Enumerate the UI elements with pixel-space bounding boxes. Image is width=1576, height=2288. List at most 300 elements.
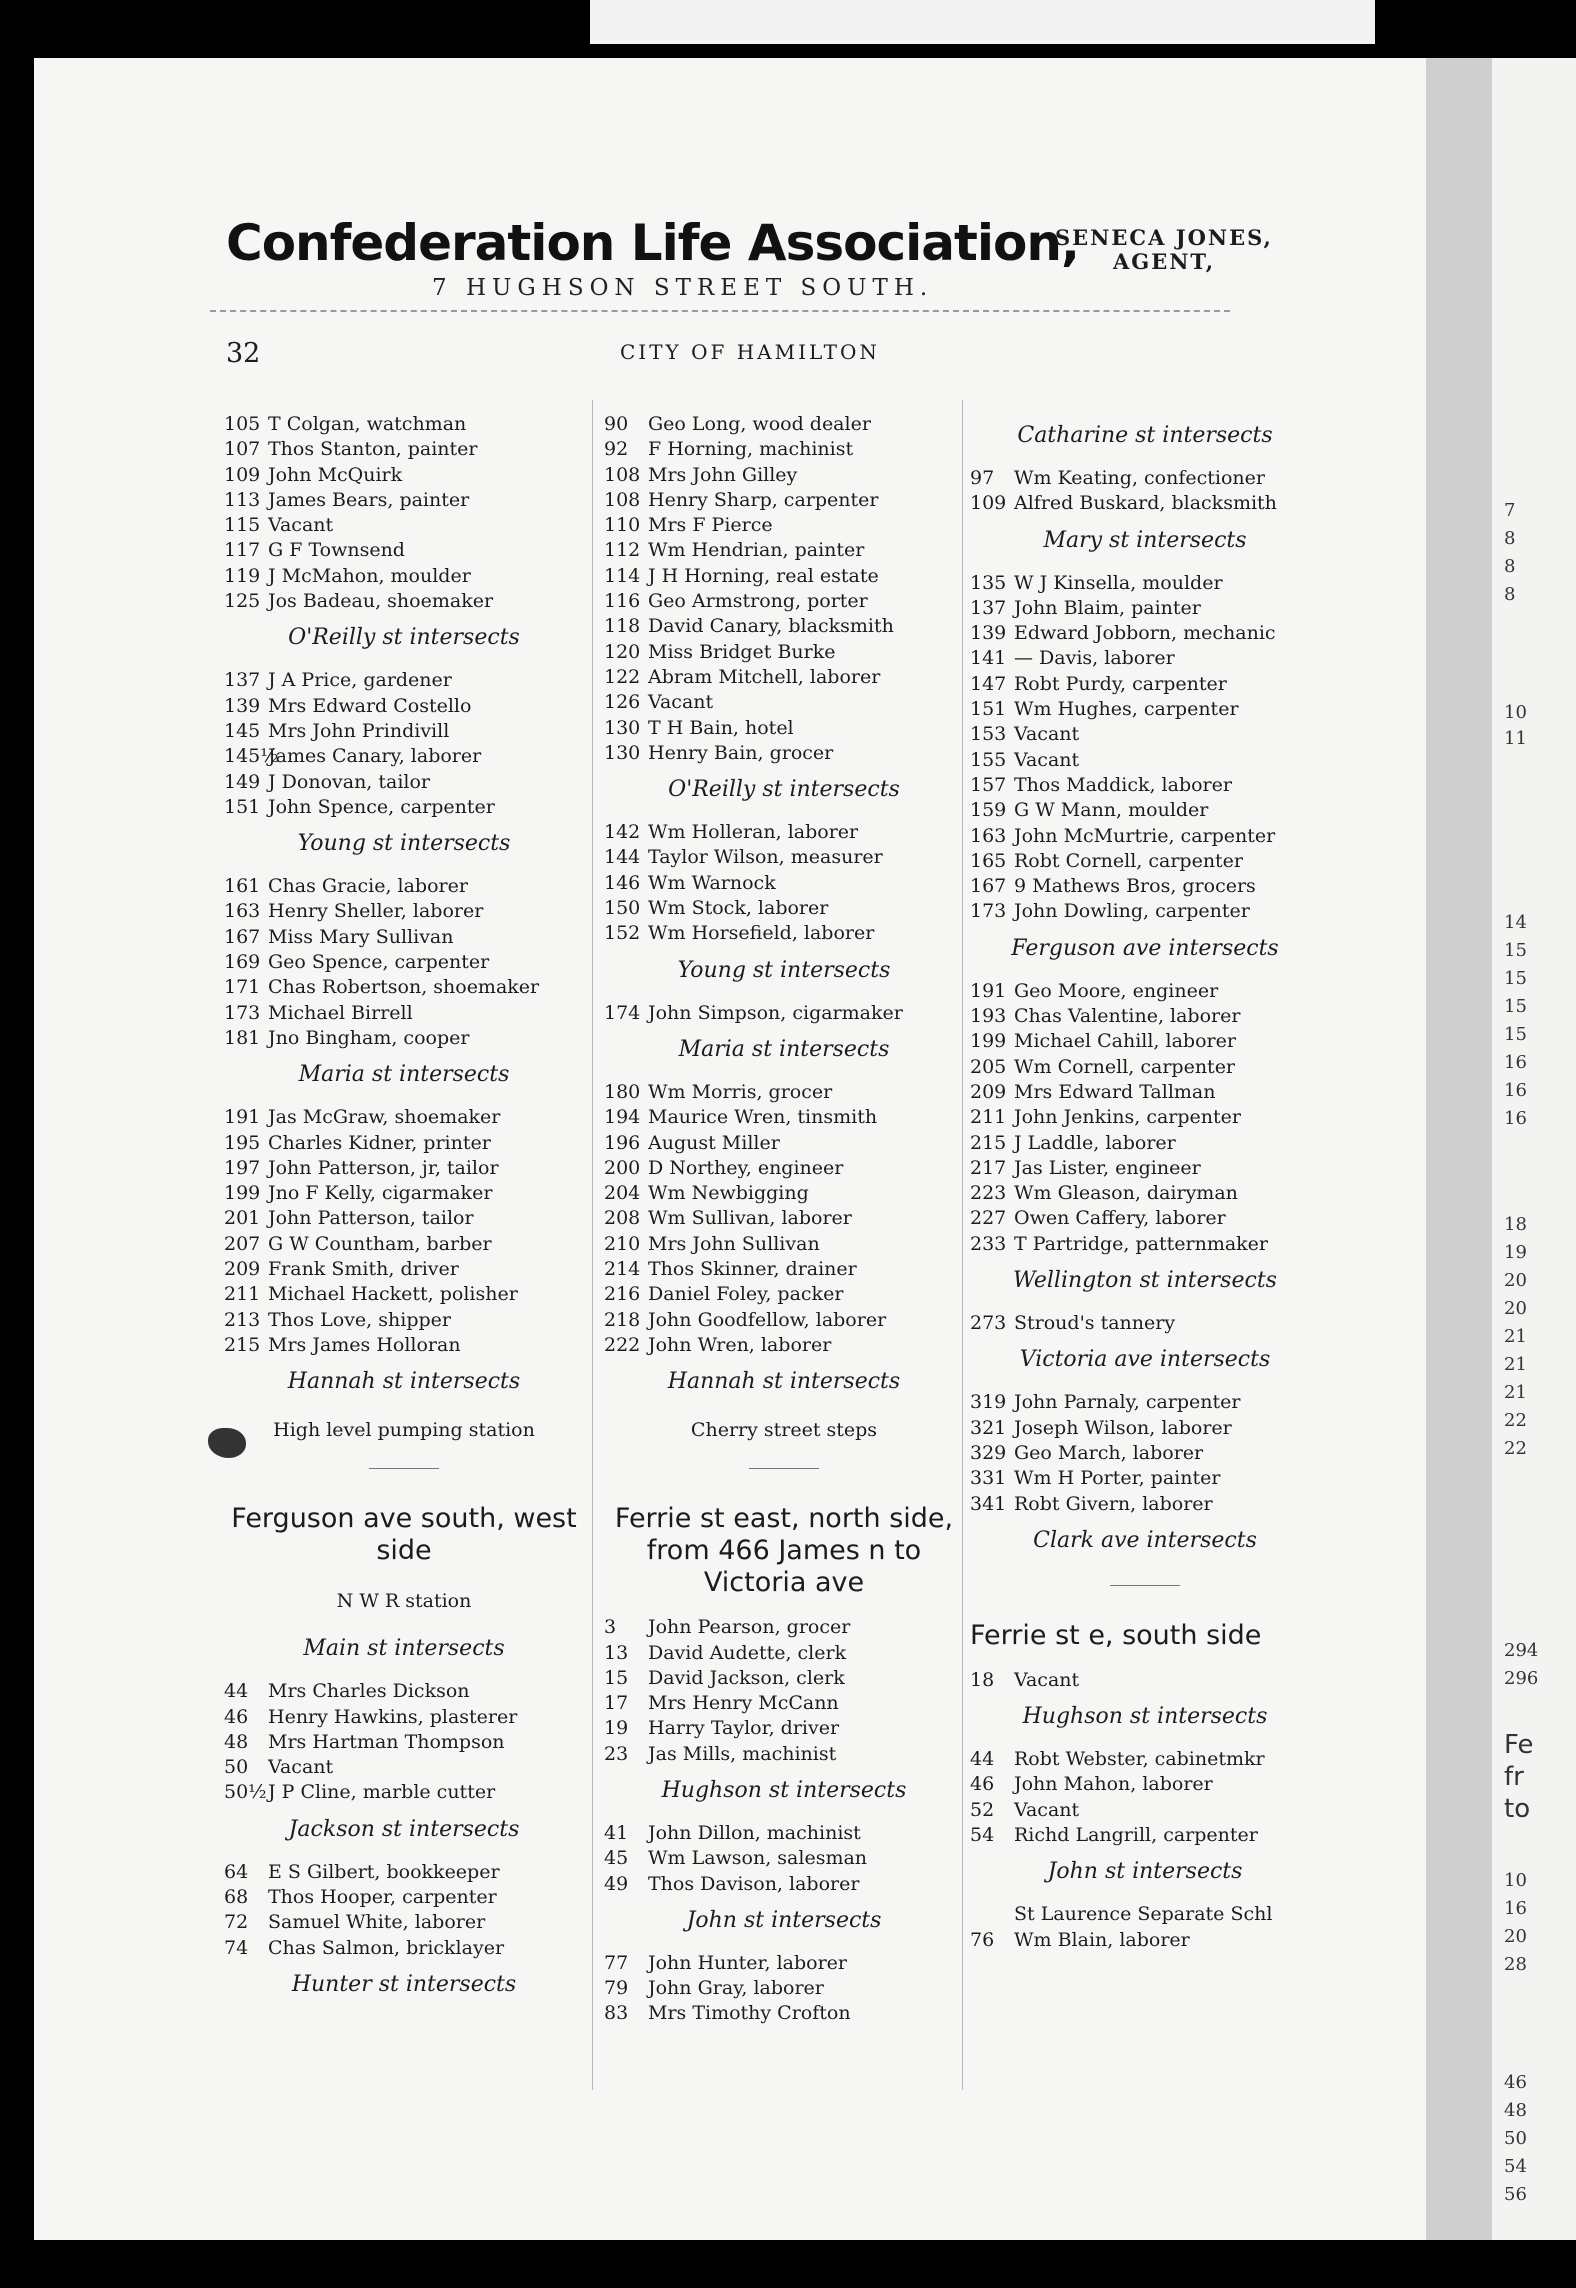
resident-name: F Horning, machinist <box>648 438 854 461</box>
directory-entry <box>970 1311 1320 1336</box>
house-number: 193 <box>970 1005 1007 1028</box>
house-number: 319 <box>970 1391 1007 1414</box>
street-heading: Ferrie st east, north side, from 466 James n to Victoria ave <box>614 1503 954 1599</box>
next-page-fragment: 50 <box>1504 2128 1527 2149</box>
house-number: 157 <box>970 773 1007 796</box>
house-number: 150 <box>604 897 641 920</box>
next-page-fragment: 16 <box>1504 1108 1527 1129</box>
directory-entry <box>970 1668 1320 1693</box>
resident-name: Vacant <box>268 514 334 537</box>
house-number: 79 <box>604 1977 629 2000</box>
header-address: 7 HUGHSON STREET SOUTH. <box>432 275 934 301</box>
next-page-fragment: 20 <box>1504 1270 1527 1291</box>
next-page-fragment: 22 <box>1504 1438 1527 1459</box>
house-number: 145 <box>224 719 261 742</box>
directory-entry <box>224 1257 584 1282</box>
house-number: 117 <box>224 539 261 562</box>
next-page-fragment: fr <box>1504 1762 1524 1792</box>
house-number: 48 <box>224 1730 249 1753</box>
resident-name: Samuel White, laborer <box>268 1911 486 1934</box>
street-intersection: Main st intersects <box>303 1636 505 1662</box>
resident-name: Mrs Timothy Crofton <box>648 2002 851 2025</box>
house-number: 13 <box>604 1641 629 1664</box>
next-page-fragment: 8 <box>1504 556 1516 577</box>
resident-name: August Miller <box>648 1131 780 1154</box>
resident-name: G F Townsend <box>268 539 405 562</box>
house-number: 167 <box>970 875 1007 898</box>
house-number: 163 <box>224 900 261 923</box>
resident-name: John Pearson, grocer <box>648 1616 851 1639</box>
directory-entry <box>970 1492 1320 1517</box>
house-number: 50½ <box>224 1781 267 1804</box>
section-rule <box>369 1468 439 1469</box>
house-number: 119 <box>224 564 261 587</box>
directory-entry <box>604 1666 964 1691</box>
house-number: 52 <box>970 1798 995 1821</box>
house-number: 15 <box>604 1666 629 1689</box>
resident-name: Chas Gracie, laborer <box>268 875 468 898</box>
resident-name: Geo March, laborer <box>1014 1441 1204 1464</box>
resident-name: Vacant <box>648 691 714 714</box>
street-intersection: Victoria ave intersects <box>1019 1347 1271 1373</box>
next-page-fragment: 21 <box>1504 1382 1527 1403</box>
directory-entry <box>970 1080 1320 1105</box>
directory-entry <box>604 463 964 488</box>
resident-name: Wm Blain, laborer <box>1014 1928 1190 1951</box>
house-number: 92 <box>604 438 629 461</box>
resident-name: Mrs Edward Tallman <box>1014 1080 1216 1103</box>
section-rule <box>1110 1585 1180 1586</box>
resident-name: Thos Maddick, laborer <box>1014 773 1232 796</box>
directory-entry <box>224 1308 584 1333</box>
house-number: 191 <box>970 979 1007 1002</box>
next-page-fragment: 21 <box>1504 1326 1527 1347</box>
house-number: 214 <box>604 1258 641 1281</box>
resident-name: 9 Mathews Bros, grocers <box>1014 875 1256 898</box>
resident-name: J H Horning, real estate <box>648 564 879 587</box>
street-intersection: John st intersects <box>1047 1859 1243 1885</box>
house-number: 199 <box>224 1182 261 1205</box>
resident-name: Joseph Wilson, laborer <box>1014 1416 1232 1439</box>
house-number: 341 <box>970 1492 1007 1515</box>
house-number: 227 <box>970 1207 1007 1230</box>
house-number: 90 <box>604 413 629 435</box>
next-page-fragment: 21 <box>1504 1354 1527 1375</box>
directory-entry <box>224 1780 584 1805</box>
directory-entry <box>970 899 1320 924</box>
resident-name: Thos Hooper, carpenter <box>268 1885 497 1908</box>
directory-entry <box>970 1416 1320 1441</box>
landmark-entry: Cherry street steps <box>690 1419 878 1442</box>
house-number: 23 <box>604 1742 629 1765</box>
next-page-fragment: 8 <box>1504 528 1516 549</box>
directory-entry <box>970 466 1320 491</box>
house-number: 44 <box>970 1748 995 1771</box>
house-number: 113 <box>224 488 261 511</box>
house-number: 108 <box>604 463 641 486</box>
resident-name: Harry Taylor, driver <box>648 1717 840 1740</box>
directory-entry <box>604 589 964 614</box>
resident-name: Thos Stanton, painter <box>268 438 478 461</box>
directory-entry <box>604 1001 964 1026</box>
directory-entry <box>224 719 584 744</box>
directory-entry <box>224 538 584 563</box>
resident-name: Vacant <box>1014 1668 1080 1691</box>
next-page-fragment: 15 <box>1504 996 1527 1017</box>
resident-name: Edward Jobborn, mechanic <box>1014 622 1276 645</box>
house-number: 130 <box>604 716 641 739</box>
next-page-fragment: 7 <box>1504 500 1516 521</box>
house-number: 105 <box>224 413 261 435</box>
next-page-fragment: 22 <box>1504 1410 1527 1431</box>
resident-name: Chas Salmon, bricklayer <box>268 1936 505 1959</box>
street-intersection: Wellington st intersects <box>1013 1268 1277 1294</box>
house-number: 49 <box>604 1872 629 1895</box>
house-number: 147 <box>970 672 1007 695</box>
resident-name: W J Kinsella, moulder <box>1014 571 1223 594</box>
house-number: 109 <box>224 463 261 486</box>
house-number: 54 <box>970 1823 995 1846</box>
house-number: 171 <box>224 976 261 999</box>
resident-name: John Goodfellow, laborer <box>648 1308 887 1331</box>
resident-name: Maurice Wren, tinsmith <box>648 1106 878 1129</box>
house-number: 208 <box>604 1207 641 1230</box>
house-number: 141 <box>970 647 1007 670</box>
house-number: 151 <box>224 795 261 818</box>
directory-entry <box>604 1181 964 1206</box>
house-number: 151 <box>970 698 1007 721</box>
resident-name: Mrs F Pierce <box>648 514 773 537</box>
resident-name: Michael Cahill, laborer <box>1014 1030 1236 1053</box>
directory-entry <box>970 1798 1320 1823</box>
house-number: 215 <box>224 1333 261 1356</box>
directory-entry <box>970 849 1320 874</box>
resident-name: Geo Moore, engineer <box>1014 979 1219 1002</box>
resident-name: T H Bain, hotel <box>648 716 794 739</box>
directory-entry <box>970 1156 1320 1181</box>
house-number: 137 <box>970 596 1007 619</box>
house-number: 211 <box>224 1283 261 1306</box>
house-number: 195 <box>224 1131 261 1154</box>
section-rule <box>749 1468 819 1469</box>
resident-name: Frank Smith, driver <box>268 1258 459 1281</box>
house-number: 173 <box>970 900 1007 923</box>
house-number: 167 <box>224 925 261 948</box>
resident-name: John Hunter, laborer <box>648 1951 847 1974</box>
directory-entry <box>970 1823 1320 1848</box>
directory-entry <box>604 1976 964 2001</box>
resident-name: G W Countham, barber <box>268 1232 492 1255</box>
resident-name: Abram Mitchell, laborer <box>648 665 881 688</box>
resident-name: Mrs John Sullivan <box>648 1232 820 1255</box>
directory-entry <box>224 899 584 924</box>
directory-entry <box>224 1282 584 1307</box>
resident-name: J P Cline, marble cutter <box>268 1781 496 1804</box>
directory-entry <box>970 1441 1320 1466</box>
house-number: 173 <box>224 1001 261 1024</box>
directory-entry <box>224 412 584 437</box>
directory-entry <box>970 1772 1320 1797</box>
next-page-fragment: 56 <box>1504 2184 1527 2205</box>
directory-entry <box>970 773 1320 798</box>
resident-name: Wm Gleason, dairyman <box>1014 1182 1238 1205</box>
directory-entry <box>970 596 1320 621</box>
resident-name: John Wren, laborer <box>648 1333 832 1356</box>
resident-name: John Patterson, jr, tailor <box>268 1156 499 1179</box>
house-number: 112 <box>604 539 641 562</box>
directory-entry <box>604 1206 964 1231</box>
house-number: 125 <box>224 590 261 613</box>
directory-entry <box>604 1282 964 1307</box>
resident-name: Wm Horsefield, laborer <box>648 922 875 945</box>
house-number: 72 <box>224 1911 249 1934</box>
house-number: 137 <box>224 669 261 692</box>
resident-name: Wm Morris, grocer <box>648 1080 833 1103</box>
house-number: 114 <box>604 564 641 587</box>
house-number: 45 <box>604 1847 629 1870</box>
resident-name: Wm Warnock <box>648 871 776 894</box>
resident-name: Wm Cornell, carpenter <box>1014 1055 1236 1078</box>
street-intersection: Young st intersects <box>677 957 891 983</box>
directory-entry <box>604 716 964 741</box>
directory-entry <box>604 564 964 589</box>
resident-name: Miss Mary Sullivan <box>268 925 454 948</box>
house-number: 146 <box>604 871 641 894</box>
directory-entry <box>970 722 1320 747</box>
resident-name: Taylor Wilson, measurer <box>648 846 883 869</box>
street-heading: Ferrie st e, south side <box>970 1619 1262 1651</box>
resident-name: Henry Hawkins, plasterer <box>268 1705 518 1728</box>
directory-entry <box>970 1004 1320 1029</box>
house-number: 180 <box>604 1080 641 1103</box>
running-head: CITY OF HAMILTON <box>620 340 880 364</box>
resident-name: Henry Bain, grocer <box>648 741 834 764</box>
resident-name: J A Price, gardener <box>268 669 452 692</box>
resident-name: James Canary, laborer <box>268 745 482 768</box>
resident-name: Robt Webster, cabinetmkr <box>1014 1748 1265 1771</box>
directory-entry <box>970 1928 1320 1953</box>
resident-name: John Dillon, machinist <box>648 1821 861 1844</box>
resident-name: Jno Bingham, cooper <box>268 1026 470 1049</box>
directory-entry <box>970 491 1320 516</box>
resident-name: Charles Kidner, printer <box>268 1131 491 1154</box>
next-page-fragment: 16 <box>1504 1898 1527 1919</box>
directory-entry <box>224 744 584 769</box>
house-number: 215 <box>970 1131 1007 1154</box>
column-2 <box>604 412 964 2027</box>
directory-entry <box>604 1257 964 1282</box>
resident-name: Robt Givern, laborer <box>1014 1492 1213 1515</box>
directory-entry <box>604 1131 964 1156</box>
street-intersection: Young st intersects <box>297 831 511 857</box>
directory-entry <box>604 1872 964 1897</box>
street-intersection: John st intersects <box>686 1907 882 1933</box>
house-number: 222 <box>604 1333 641 1356</box>
resident-name: Jas Mills, machinist <box>648 1742 837 1765</box>
resident-name: David Audette, clerk <box>648 1641 847 1664</box>
next-page-fragment: 15 <box>1504 968 1527 989</box>
house-number: 155 <box>970 748 1007 771</box>
directory-entry <box>970 824 1320 849</box>
house-number: 331 <box>970 1467 1007 1490</box>
resident-name: G W Mann, moulder <box>1014 799 1209 822</box>
column-divider <box>592 400 593 2090</box>
next-page-fragment: 11 <box>1504 728 1527 749</box>
directory-entry <box>224 1206 584 1231</box>
resident-name: Thos Love, shipper <box>268 1308 451 1331</box>
house-number: 3 <box>604 1616 617 1639</box>
directory-entry <box>604 845 964 870</box>
directory-entry <box>604 741 964 766</box>
resident-name: John Dowling, carpenter <box>1014 900 1250 923</box>
next-page-fragment: 10 <box>1504 702 1527 723</box>
landmark-entry: High level pumping station <box>273 1419 535 1442</box>
directory-entry <box>224 1679 584 1704</box>
directory-entry <box>970 1902 1320 1927</box>
house-number: 196 <box>604 1131 641 1154</box>
directory-entry <box>604 896 964 921</box>
next-page-fragment: 10 <box>1504 1870 1527 1891</box>
directory-entry <box>970 1206 1320 1231</box>
directory-entry <box>224 668 584 693</box>
directory-entry <box>224 1860 584 1885</box>
next-page-fragment: 28 <box>1504 1954 1527 1975</box>
directory-entry <box>224 1181 584 1206</box>
resident-name: Jas McGraw, shoemaker <box>268 1106 501 1129</box>
resident-name: Owen Caffery, laborer <box>1014 1207 1226 1230</box>
house-number: 159 <box>970 799 1007 822</box>
street-intersection: Hannah st intersects <box>667 1369 901 1395</box>
resident-name: David Jackson, clerk <box>648 1666 845 1689</box>
directory-entry <box>970 1232 1320 1257</box>
house-number: 41 <box>604 1821 629 1844</box>
house-number: 46 <box>224 1705 249 1728</box>
resident-name: James Bears, painter <box>268 488 470 511</box>
house-number: 205 <box>970 1055 1007 1078</box>
directory-entry <box>604 488 964 513</box>
resident-name: Chas Robertson, shoemaker <box>268 976 540 999</box>
resident-name: Daniel Foley, packer <box>648 1283 844 1306</box>
resident-name: Wm Holleran, laborer <box>648 821 859 844</box>
directory-entry <box>604 1333 964 1358</box>
street-intersection: Maria st intersects <box>298 1062 510 1088</box>
resident-name: Jno F Kelly, cigarmaker <box>268 1182 493 1205</box>
street-intersection: Hughson st intersects <box>1022 1704 1268 1730</box>
house-number: 210 <box>604 1232 641 1255</box>
house-number: 200 <box>604 1156 641 1179</box>
resident-name: E S Gilbert, bookkeeper <box>268 1860 500 1883</box>
header-title: Confederation Life Association, <box>226 214 1079 272</box>
house-number: 118 <box>604 615 641 638</box>
column-3 <box>970 412 1320 1953</box>
directory-entry <box>224 1333 584 1358</box>
house-number: 218 <box>604 1308 641 1331</box>
page-edge <box>1426 58 1492 2240</box>
directory-entry <box>970 672 1320 697</box>
next-page-fragment: 20 <box>1504 1926 1527 1947</box>
resident-name: Robt Cornell, carpenter <box>1014 849 1244 872</box>
next-page-fragment: 8 <box>1504 584 1516 605</box>
landmark-entry: N W R station <box>336 1590 472 1613</box>
resident-name: Mrs John Gilley <box>648 463 798 486</box>
house-number: 321 <box>970 1416 1007 1439</box>
next-page-fragment: 14 <box>1504 912 1527 933</box>
directory-entry <box>604 1846 964 1871</box>
directory-entry <box>604 1080 964 1105</box>
street-intersection: Mary st intersects <box>1043 527 1247 553</box>
resident-name: Wm Hendrian, painter <box>648 539 865 562</box>
directory-entry <box>604 820 964 845</box>
next-page-fragment: 294 <box>1504 1640 1539 1661</box>
resident-name: Mrs Hartman Thompson <box>268 1730 505 1753</box>
house-number: 197 <box>224 1156 261 1179</box>
directory-entry <box>224 1131 584 1156</box>
directory-entry <box>604 1232 964 1257</box>
directory-entry <box>604 513 964 538</box>
directory-entry <box>604 1821 964 1846</box>
resident-name: Mrs Charles Dickson <box>268 1680 470 1703</box>
resident-name: Wm Hughes, carpenter <box>1014 698 1239 721</box>
directory-entry <box>970 874 1320 899</box>
resident-name: Robt Purdy, carpenter <box>1014 672 1227 695</box>
house-number: 64 <box>224 1860 249 1883</box>
resident-name: Henry Sharp, carpenter <box>648 488 879 511</box>
house-number: 109 <box>970 492 1007 515</box>
directory-entry <box>970 1747 1320 1772</box>
resident-name: Miss Bridget Burke <box>648 640 836 663</box>
directory-entry <box>224 1730 584 1755</box>
resident-name: D Northey, engineer <box>648 1156 844 1179</box>
house-number: 19 <box>604 1717 629 1740</box>
resident-name: J Donovan, tailor <box>268 770 431 793</box>
street-intersection: Hunter st intersects <box>291 1971 517 1997</box>
directory-entry <box>604 1156 964 1181</box>
directory-entry <box>224 513 584 538</box>
directory-entry <box>604 1615 964 1640</box>
page-number: 32 <box>226 338 261 369</box>
directory-entry <box>970 1055 1320 1080</box>
directory-entry <box>224 1232 584 1257</box>
directory-entry <box>604 2001 964 2026</box>
directory-entry <box>970 621 1320 646</box>
resident-name: J Laddle, laborer <box>1014 1131 1176 1154</box>
next-page-fragment: 15 <box>1504 1024 1527 1045</box>
resident-name: Mrs John Prindivill <box>268 719 450 742</box>
next-page-fragment: to <box>1504 1794 1531 1824</box>
street-intersection: Clark ave intersects <box>1033 1527 1257 1553</box>
directory-entry <box>224 1026 584 1051</box>
directory-entry <box>224 975 584 1000</box>
street-intersection: O'Reilly st intersects <box>288 625 520 651</box>
house-number: 116 <box>604 590 641 613</box>
resident-name: John Blaim, painter <box>1014 596 1201 619</box>
directory-entry <box>970 646 1320 671</box>
resident-name: Geo Long, wood dealer <box>648 413 871 435</box>
resident-name: Wm H Porter, painter <box>1014 1467 1221 1490</box>
directory-entry <box>970 1390 1320 1415</box>
house-number: 153 <box>970 723 1007 746</box>
house-number: 209 <box>224 1258 261 1281</box>
house-number: 207 <box>224 1232 261 1255</box>
house-number: 46 <box>970 1773 995 1796</box>
directory-entry <box>604 1716 964 1741</box>
house-number: 120 <box>604 640 641 663</box>
house-number: 68 <box>224 1885 249 1908</box>
resident-name: John Simpson, cigarmaker <box>648 1001 903 1024</box>
directory-entry <box>224 1105 584 1130</box>
house-number: 216 <box>604 1283 641 1306</box>
house-number: 122 <box>604 665 641 688</box>
